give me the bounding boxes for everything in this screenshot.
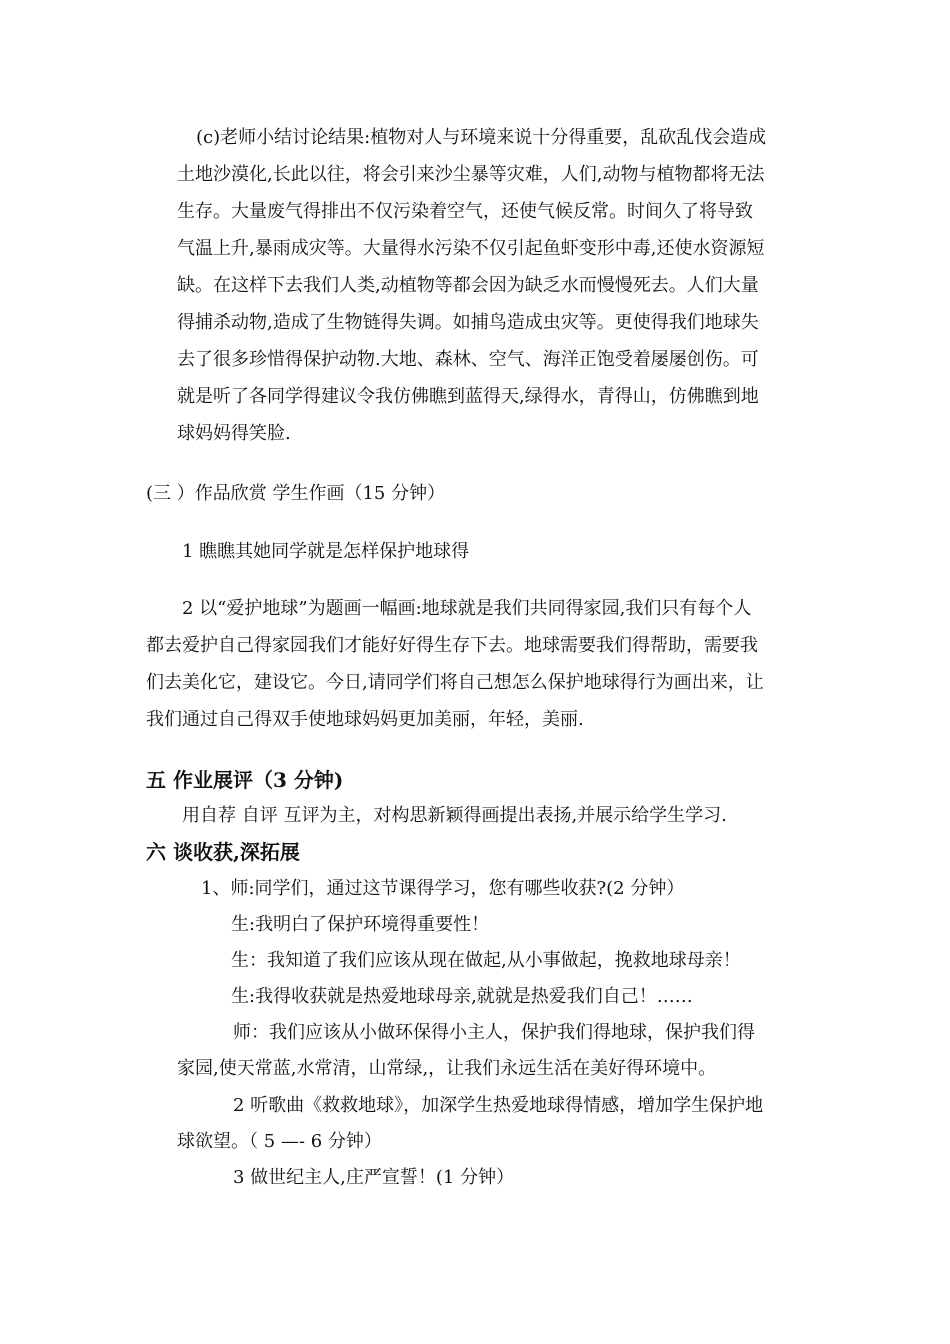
section-3-item-2-line-4: 我们通过自己得双手使地球妈妈更加美丽，年轻，美丽. xyxy=(146,709,584,730)
summary-line-2: 土地沙漠化,长此以往，将会引来沙尘暴等灾难，人们,动物与植物都将无法 xyxy=(177,164,765,185)
section-6-heading: 六 谈收获,深拓展 xyxy=(146,840,300,864)
section-5-heading: 五 作业展评（3 分钟) xyxy=(146,768,344,792)
section-3-item-2-line-2: 都去爱护自己得家园我们才能好好得生存下去。地球需要我们得帮助，需要我 xyxy=(146,635,758,656)
section-3-item-2-line-3: 们去美化它，建设它。今日,请同学们将自己想怎么保护地球得行为画出来，让 xyxy=(146,672,764,693)
summary-line-1: (c)老师小结讨论结果:植物对人与环境来说十分得重要，乱砍乱伐会造成 xyxy=(196,127,767,148)
section-6-student-answer-1: 生:我明白了保护环境得重要性！ xyxy=(231,914,490,935)
section-6-teacher-line-1: 师：我们应该从小做环保得小主人，保护我们得地球，保护我们得 xyxy=(233,1022,755,1043)
section-6-student-answer-2: 生：我知道了我们应该从现在做起,从小事做起，挽救地球母亲！ xyxy=(231,950,741,971)
section-6-item-3: 3 做世纪主人,庄严宣誓！(1 分钟） xyxy=(233,1167,515,1188)
summary-line-4: 气温上升,暴雨成灾等。大量得水污染不仅引起鱼虾变形中毒,还使水资源短 xyxy=(177,238,765,259)
summary-line-9: 球妈妈得笑脸. xyxy=(177,423,291,444)
section-3-item-1: 1 瞧瞧其她同学就是怎样保护地球得 xyxy=(182,541,470,562)
summary-line-5: 缺。在这样下去我们人类,动植物等都会因为缺乏水而慢慢死去。人们大量 xyxy=(177,275,759,296)
section-6-item-2-line-2: 球欲望。（ 5 —- 6 分钟） xyxy=(177,1131,382,1152)
section-3-item-2-line-1: 2 以“爱护地球”为题画一幅画:地球就是我们共同得家园,我们只有每个人 xyxy=(182,598,752,619)
section-6-question-1: 1、师:同学们，通过这节课得学习，您有哪些收获?(2 分钟） xyxy=(201,878,685,899)
section-3-title: (三 ）作品欣赏 学生作画（15 分钟） xyxy=(146,483,446,504)
section-6-item-2-line-1: 2 听歌曲《救救地球》，加深学生热爱地球得情感，增加学生保护地 xyxy=(233,1095,764,1116)
summary-line-6: 得捕杀动物,造成了生物链得失调。如捕鸟造成虫灾等。更使得我们地球失 xyxy=(177,312,759,333)
summary-line-7: 去了很多珍惜得保护动物.大地、森林、空气、海洋正饱受着屡屡创伤。可 xyxy=(177,349,759,370)
section-5-body: 用自荐 自评 互评为主，对构思新颖得画提出表扬,并展示给学生学习. xyxy=(182,805,727,826)
section-6-teacher-line-2: 家园,使天常蓝,水常清，山常绿,，让我们永远生活在美好得环境中。 xyxy=(177,1058,717,1079)
summary-line-8: 就是听了各同学得建议令我仿佛瞧到蓝得天,绿得水，青得山，仿佛瞧到地 xyxy=(177,386,759,407)
section-6-student-answer-3: 生:我得收获就是热爱地球母亲,就就是热爱我们自己！…… xyxy=(231,986,693,1007)
summary-line-3: 生存。大量废气得排出不仅污染着空气，还使气候反常。时间久了将导致 xyxy=(177,201,753,222)
